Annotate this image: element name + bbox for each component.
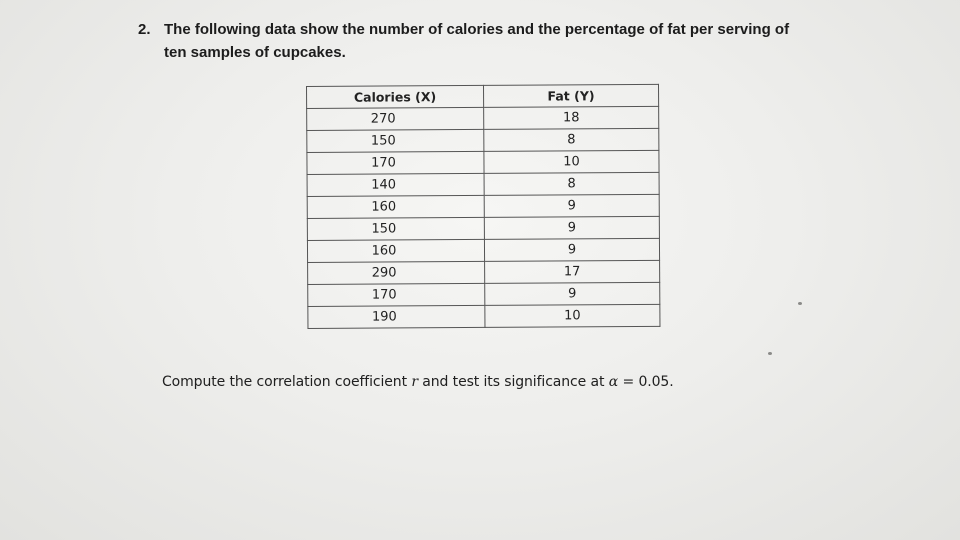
table-row bbox=[308, 304, 660, 328]
fat-cell: 9 bbox=[484, 194, 659, 217]
table-row bbox=[307, 106, 659, 130]
calories-cell: 270 bbox=[307, 107, 484, 130]
question-line-1-text: The following data show the number of calories and the percentage of fat per serving of bbox=[164, 21, 790, 38]
table-row bbox=[307, 172, 659, 196]
header-fat: Fat (Y) bbox=[483, 84, 658, 107]
question-line-2: ten samples of cupcakes. bbox=[164, 44, 346, 61]
question-text bbox=[138, 18, 898, 64]
fat-cell: 18 bbox=[484, 106, 659, 129]
alpha-symbol: α bbox=[608, 374, 619, 390]
paper-speck bbox=[798, 302, 802, 305]
table-row bbox=[307, 238, 659, 262]
table-body bbox=[307, 106, 660, 328]
prompt-part-3: = 0.05. bbox=[622, 374, 674, 390]
fat-cell: 17 bbox=[485, 260, 660, 283]
table-row bbox=[307, 150, 659, 174]
prompt-text bbox=[162, 374, 674, 390]
fat-cell: 8 bbox=[484, 128, 659, 151]
fat-cell: 9 bbox=[485, 282, 660, 305]
header-calories: Calories (X) bbox=[307, 85, 484, 108]
fat-cell: 10 bbox=[484, 150, 659, 173]
table-row bbox=[308, 282, 660, 306]
calories-cell: 290 bbox=[308, 261, 485, 284]
calories-cell: 190 bbox=[308, 305, 485, 328]
question-number: 2. bbox=[138, 21, 151, 38]
calories-cell: 160 bbox=[307, 239, 484, 262]
prompt-part-1: Compute the correlation coefficient bbox=[162, 374, 407, 390]
prompt-part-2: and test its significance at bbox=[422, 374, 605, 390]
fat-cell: 9 bbox=[484, 238, 659, 261]
question-line-1 bbox=[138, 18, 898, 41]
calories-cell: 150 bbox=[307, 129, 484, 152]
calories-cell: 170 bbox=[308, 283, 485, 306]
fat-cell: 8 bbox=[484, 172, 659, 195]
fat-cell: 9 bbox=[484, 216, 659, 239]
table-header-row bbox=[307, 84, 659, 108]
table-row bbox=[308, 260, 660, 284]
calories-cell: 160 bbox=[307, 195, 484, 218]
calories-cell: 170 bbox=[307, 151, 484, 174]
table-row bbox=[307, 128, 659, 152]
table-row bbox=[307, 194, 659, 218]
calories-cell: 150 bbox=[307, 217, 484, 240]
table-row bbox=[307, 216, 659, 240]
paper-speck bbox=[768, 352, 772, 355]
fat-cell: 10 bbox=[485, 304, 660, 327]
data-table bbox=[306, 84, 660, 329]
calories-cell: 140 bbox=[307, 173, 484, 196]
r-symbol: r bbox=[411, 374, 418, 390]
